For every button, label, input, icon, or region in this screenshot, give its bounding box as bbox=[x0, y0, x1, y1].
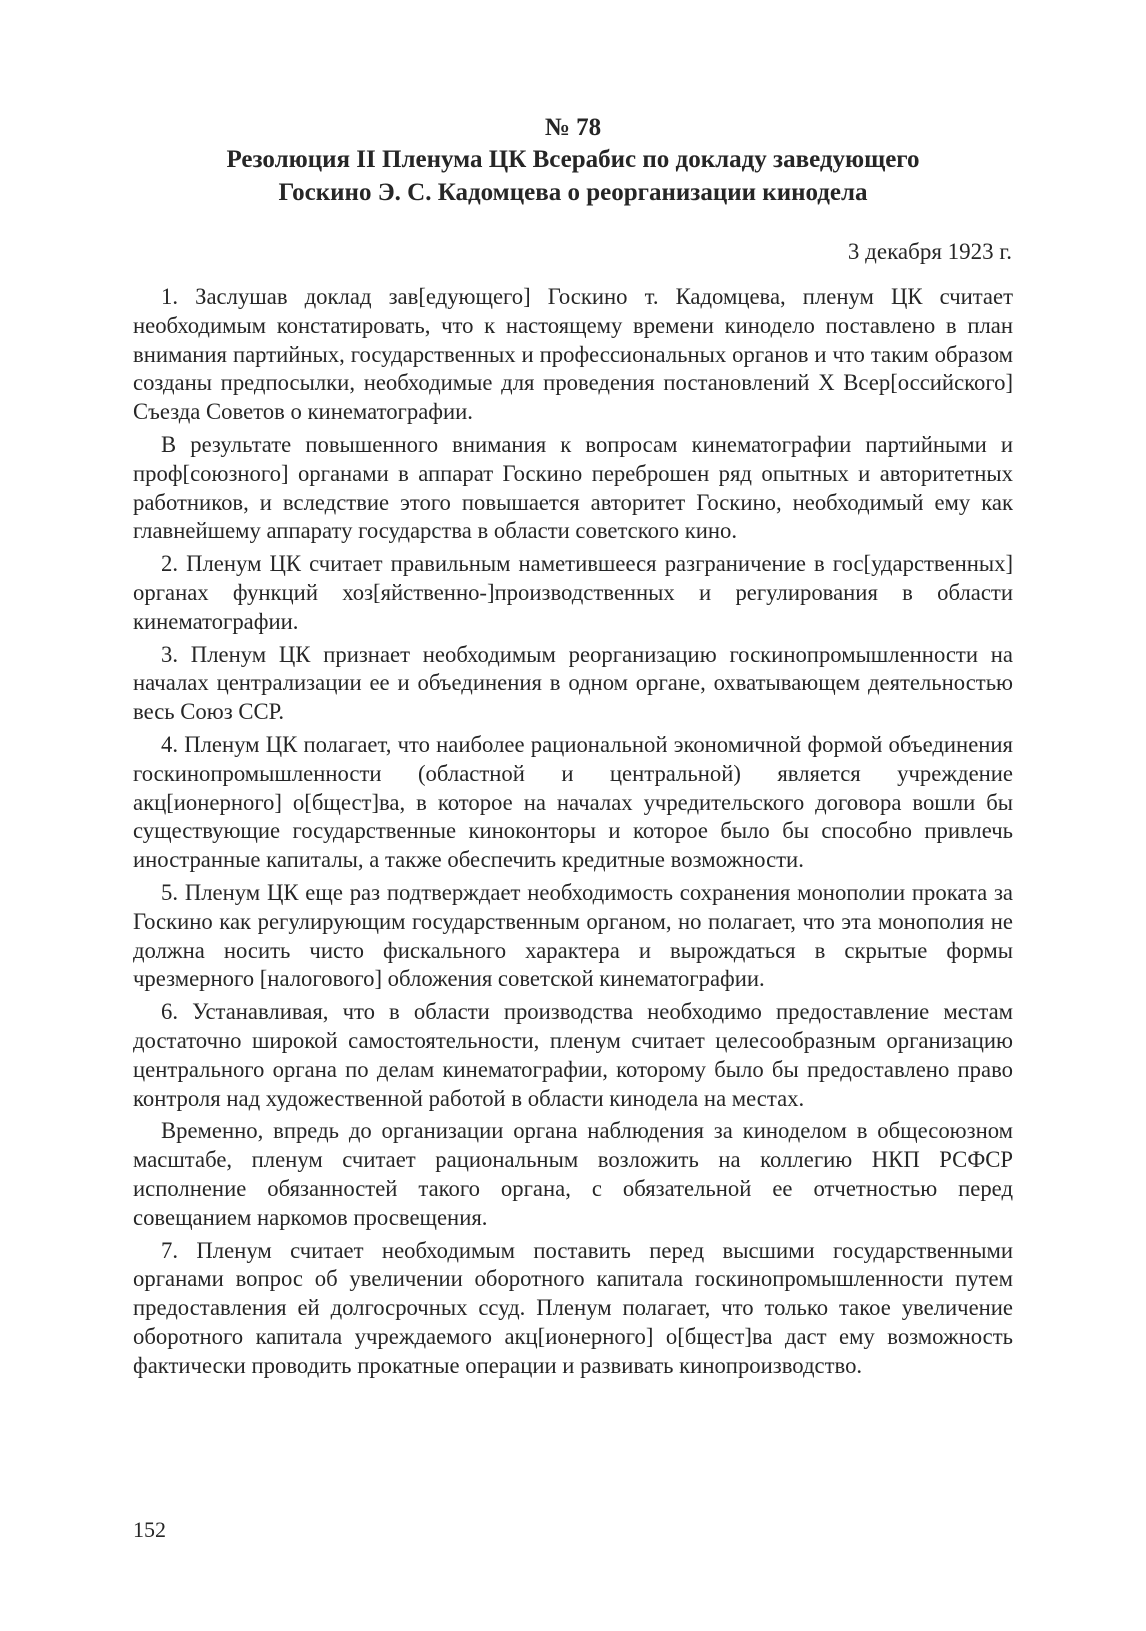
paragraph-3: 3. Пленум ЦК признает необходимым реорганизацию госкинопромышленности на началах централизации ее и объединения в одном органе, охватывающем деятельностью весь Союз ССР. bbox=[133, 641, 1013, 725]
page-number: 152 bbox=[133, 1517, 166, 1542]
paragraph-5: 5. Пленум ЦК еще раз подтверждает необходимость сохранения монополии проката за Госкино как регулирующим государственным органом, но полагает, что эта монополия не должна носить чисто фискального характера и вырождаться в скрытые формы чрезмерного [налогового] обложения советской кинематографии. bbox=[133, 879, 1013, 992]
paragraph-6-continued: Временно, впредь до организации органа наблюдения за киноделом в общесоюзном масштабе, пленум считает рациональным возложить на коллегию НКП РСФСР исполнение обязанностей такого органа, с обязательной ее отчетностью перед совещанием наркомов просвещения. bbox=[133, 1118, 1013, 1230]
paragraph-1: 1. Заслушав доклад зав[едующего] Госкино т. Кадомцева, пленум ЦК считает необходимым констатировать, что к настоящему времени кинодело поставлено в план внимания партийных, государственных и профессиональных органов и что таким образом созданы предпосылки, необходимые для проведения постановлений X Всер[оссийского] Съезда Советов о кинематографии. bbox=[133, 284, 1013, 425]
paragraph-7: 7. Пленум считает необходимым поставить перед высшими государственными органами вопрос об увеличении оборотного капитала госкинопромышленности путем предоставления ей долгосрочных ссуд. Пленум полагает, что только такое увеличение оборотного капитала учреждаемого акц[ионерного] о[бщест]ва даст ему возможность фактически проводить прокатные операции и развивать кинопроизводство. bbox=[133, 1237, 1013, 1378]
paragraph-4: 4. Пленум ЦК полагает, что наиболее рациональной экономичной формой объединения госкинопромышленности (областной и центральной) является учреждение акц[ионерного] о[бщест]ва, в которое на началах учредительского договора вошли бы существующие государственные киноконторы и которое было бы способно привлечь иностранные капиталы, а также обеспечить кредитные возможности. bbox=[133, 731, 1013, 873]
paragraph-6: 6. Устанавливая, что в области производства необходимо предоставление местам достаточно широкой самостоятельности, пленум считает целесообразным организацию центрального органа по делам кинематографии, которому было бы предоставлено право контроля над художественной работой в области кинодела на местах. bbox=[133, 999, 1013, 1111]
title-line: Резолюция II Пленума ЦК Всерабис по докладу заведующего bbox=[226, 146, 920, 173]
paragraph-1-continued: В результате повышенного внимания к вопросам кинематографии партийными и проф[союзного] органами в аппарат Госкино переброшен ряд опытных и авторитетных работников, и вследствие этого повышается авторитет Госкино, необходимый ему как главнейшему аппарату государства в области советского кино. bbox=[133, 431, 1013, 544]
title-line: Госкино Э. С. Кадомцева о реорганизации кинодела bbox=[278, 179, 868, 206]
document-date: 3 декабря 1923 г. bbox=[847, 239, 1012, 264]
document-number: № 78 bbox=[544, 114, 602, 141]
document-body bbox=[133, 283, 1013, 1384]
document-title bbox=[120, 143, 1026, 209]
paragraph-2: 2. Пленум ЦК считает правильным наметившееся разграничение в гос[ударственных] органах функций хоз[яйственно-]производственных и регулирования в области кинематографии. bbox=[133, 551, 1013, 634]
